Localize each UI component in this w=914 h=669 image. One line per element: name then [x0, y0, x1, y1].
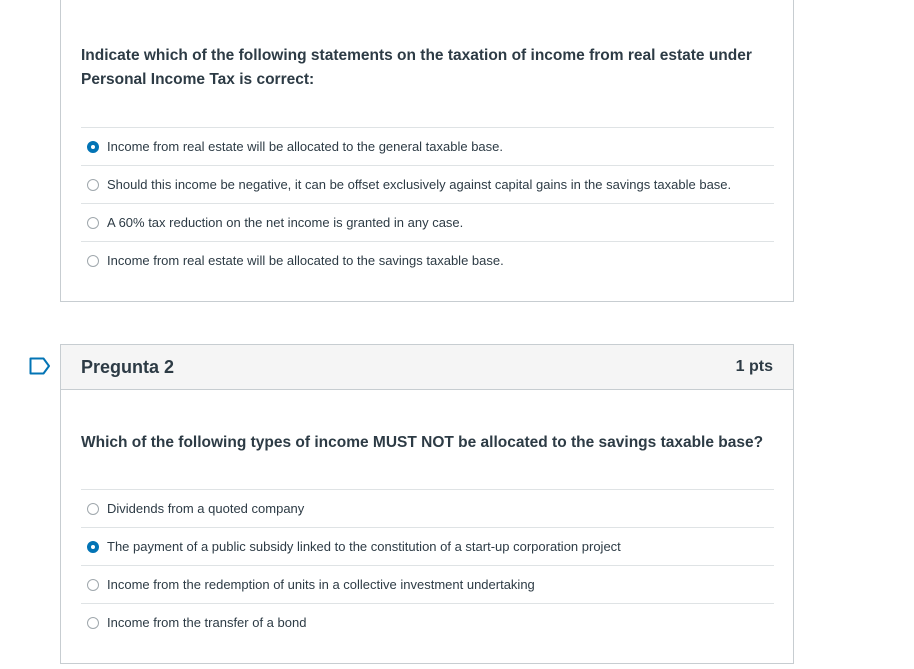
radio-button[interactable] [87, 503, 99, 515]
answer-list [81, 489, 774, 641]
question-text: Indicate which of the following statements on the taxation of income from real estate under Personal Income Tax is correct: [81, 47, 752, 88]
answer-option[interactable] [81, 241, 774, 279]
answer-option[interactable] [81, 527, 774, 565]
answer-label: A 60% tax reduction on the net income is granted in any case. [107, 215, 464, 230]
question-text: Which of the following types of income MUST NOT be allocated to the savings taxable base? [81, 434, 764, 451]
question-title: Pregunta 2 [81, 356, 175, 377]
radio-button[interactable] [87, 617, 99, 629]
answer-label: Income from the redemption of units in a collective investment undertaking [107, 577, 535, 592]
radio-button[interactable] [87, 255, 99, 267]
answer-label: Should this income be negative, it can be offset exclusively against capital gains in the savings taxable base. [107, 177, 732, 192]
answer-label: Income from the transfer of a bond [107, 615, 307, 630]
question-header [61, 345, 793, 390]
answer-option[interactable] [81, 489, 774, 527]
answer-label: Income from real estate will be allocated to the savings taxable base. [107, 253, 504, 268]
answer-label: The payment of a public subsidy linked to the constitution of a start-up corporation project [107, 539, 621, 554]
question-card-2 [60, 344, 794, 664]
question-card-1 [60, 0, 794, 302]
answer-option[interactable] [81, 603, 774, 641]
question-points: 1 pts [735, 358, 773, 375]
radio-button[interactable] [87, 217, 99, 229]
answer-label: Dividends from a quoted company [107, 501, 305, 516]
bookmark-flag-icon[interactable] [29, 357, 51, 375]
answer-option[interactable] [81, 127, 774, 165]
answer-option[interactable] [81, 165, 774, 203]
answer-option[interactable] [81, 565, 774, 603]
answer-list [81, 127, 774, 279]
radio-button-selected[interactable] [87, 141, 99, 153]
radio-button-selected[interactable] [87, 541, 99, 553]
answer-option[interactable] [81, 203, 774, 241]
radio-button[interactable] [87, 179, 99, 191]
answer-label: Income from real estate will be allocated to the general taxable base. [107, 139, 504, 154]
radio-button[interactable] [87, 579, 99, 591]
